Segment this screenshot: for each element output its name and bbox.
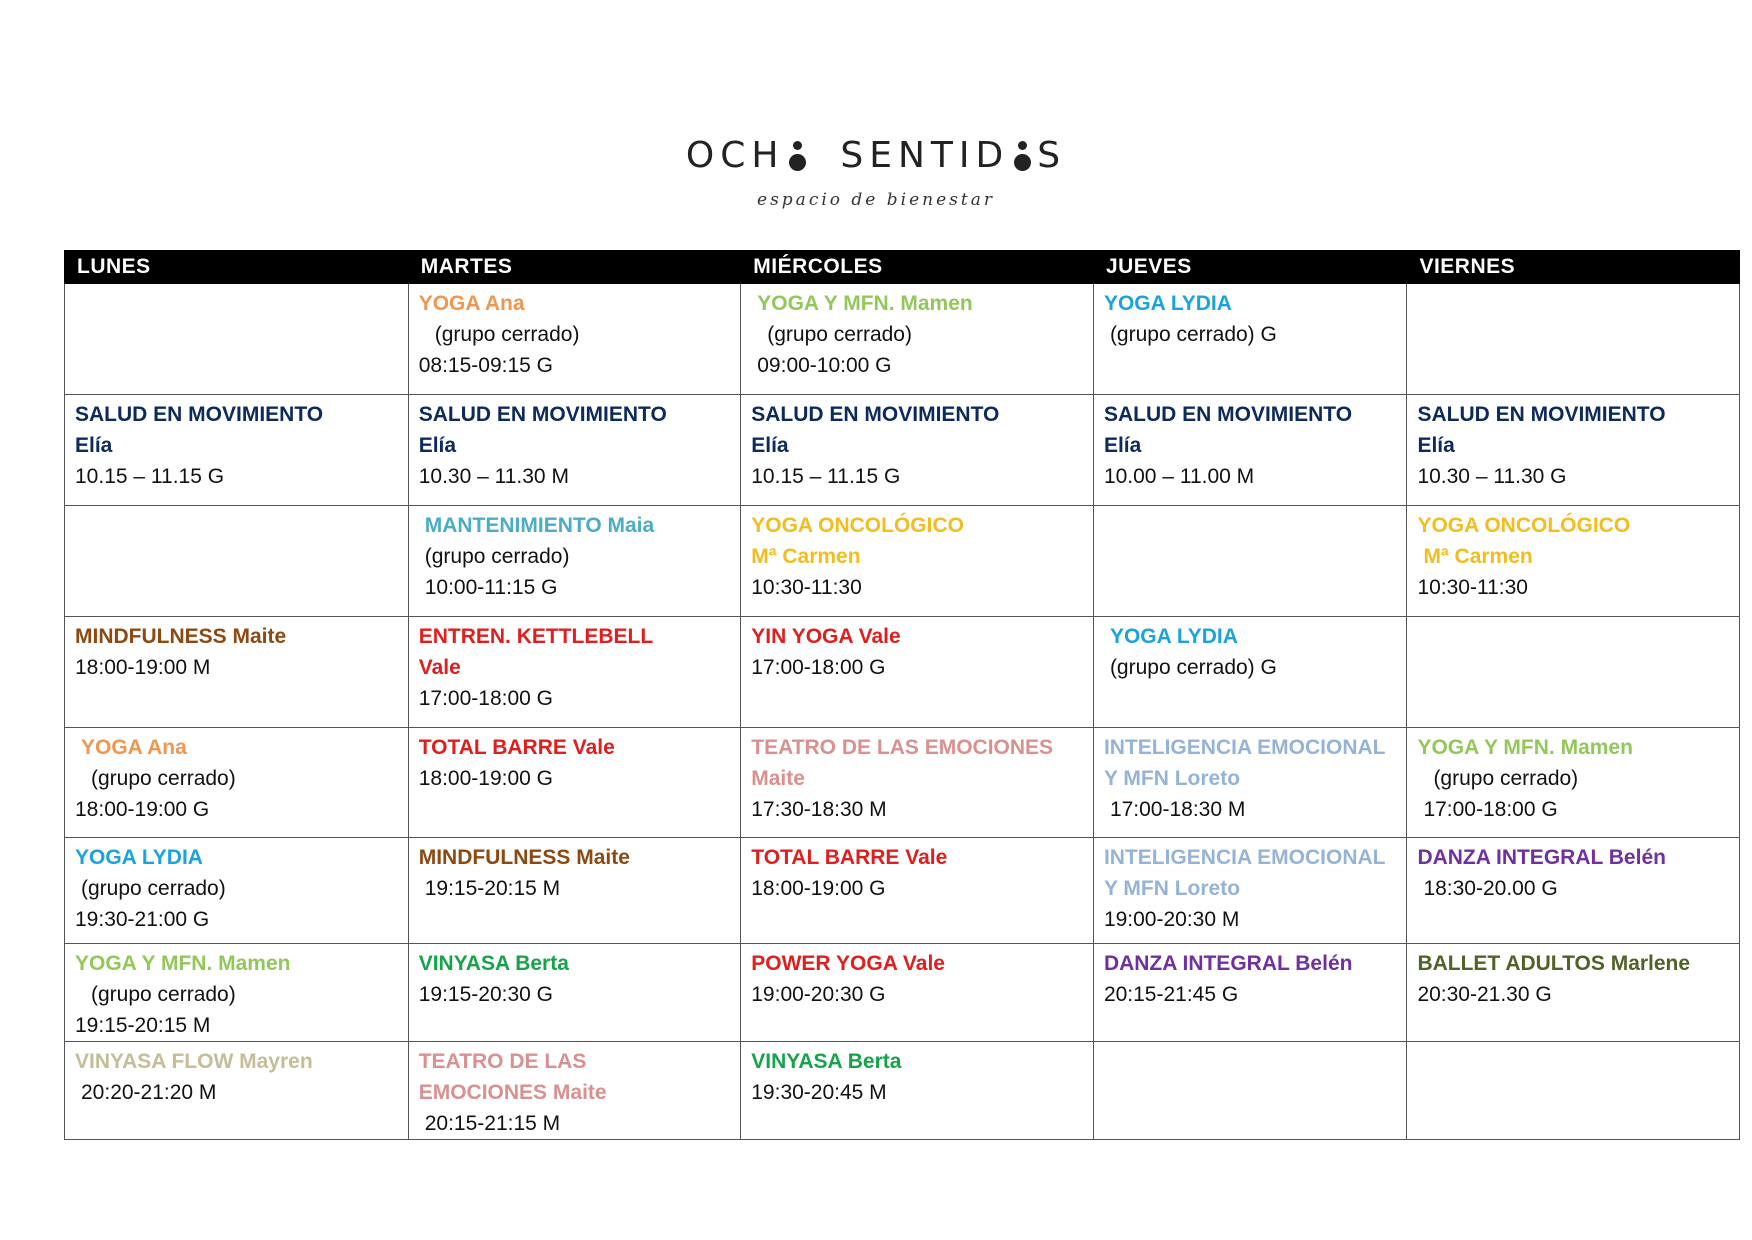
class-title: Y MFN Loreto (1103, 877, 1241, 900)
day-header-viernes: VIERNES (1407, 251, 1740, 284)
class-title: INTELIGENCIA EMOCIONAL (1103, 846, 1386, 869)
class-detail: 10:00-11:15 G (424, 576, 558, 599)
class-detail: 10:30-11:30 (1417, 576, 1528, 599)
class-title: POWER YOGA Vale (751, 952, 945, 975)
class-title: Y MFN Loreto (1103, 767, 1241, 790)
class-detail: 19:15-20:15 M (75, 1014, 211, 1037)
class-detail: 10.15 – 11.15 G (75, 465, 225, 488)
class-title: TOTAL BARRE Vale (418, 736, 615, 759)
class-title: BALLET ADULTOS Marlene (1417, 952, 1691, 975)
class-detail: (grupo cerrado) (91, 983, 236, 1006)
schedule-table (64, 250, 1740, 1140)
class-title: Vale (418, 656, 461, 679)
class-detail: 18:00-19:00 M (75, 656, 211, 679)
schedule-row (65, 395, 1740, 506)
class-detail: (grupo cerrado) (424, 545, 570, 568)
class-detail: 17:30-18:30 M (751, 798, 887, 821)
class-title: Mª Carmen (751, 545, 861, 568)
schedule-cell (741, 1042, 1094, 1140)
class-detail: (grupo cerrado) (1433, 767, 1579, 790)
brand-logo (0, 136, 1752, 210)
day-header-lunes: LUNES (65, 251, 409, 284)
schedule-cell (741, 617, 1094, 728)
schedule-cell (408, 395, 741, 506)
class-title: DANZA INTEGRAL Belén (1417, 846, 1666, 869)
class-title: YOGA Ana (81, 736, 187, 759)
schedule-cell (65, 728, 409, 838)
class-title: TOTAL BARRE Vale (751, 846, 948, 869)
class-title: EMOCIONES Maite (418, 1081, 607, 1104)
class-title: YOGA Ana (418, 292, 525, 315)
class-title: SALUD EN MOVIMIENTO (751, 403, 1000, 426)
class-title: TEATRO DE LAS EMOCIONES (751, 736, 1054, 759)
class-detail: 19:00-20:30 G (751, 983, 886, 1006)
schedule-cell (1093, 1042, 1407, 1140)
class-title: VINYASA Berta (751, 1050, 902, 1073)
class-title: VINYASA FLOW Mayren (75, 1050, 313, 1073)
class-detail: 18:00-19:00 G (75, 798, 210, 821)
class-title: VINYASA Berta (418, 952, 569, 975)
class-title: YIN YOGA Vale (751, 625, 901, 648)
schedule-body (65, 284, 1740, 1140)
class-title: INTELIGENCIA EMOCIONAL (1103, 736, 1386, 759)
class-detail: 19:15-20:30 G (418, 983, 553, 1006)
class-detail: 17:00-18:00 G (751, 656, 886, 679)
class-detail: 10.30 – 11.30 G (1417, 465, 1567, 488)
schedule-cell (1407, 395, 1740, 506)
schedule-cell (1407, 728, 1740, 838)
class-title: MANTENIMIENTO Maia (424, 514, 655, 537)
class-title: YOGA ONCOLÓGICO (751, 514, 964, 537)
schedule-cell (741, 728, 1094, 838)
class-title: TEATRO DE LAS (418, 1050, 587, 1073)
class-detail: 20:15-21:45 G (1103, 983, 1239, 1006)
brand-tagline: espacio de bienestar (757, 190, 995, 210)
schedule-cell (1407, 1042, 1740, 1140)
class-title: YOGA Y MFN. Mamen (1417, 736, 1633, 759)
class-detail: (grupo cerrado) G (1109, 323, 1277, 346)
schedule-header-row (65, 251, 1740, 284)
class-title: SALUD EN MOVIMIENTO (1103, 403, 1353, 426)
class-title: Mª Carmen (1423, 545, 1533, 568)
class-detail: 17:00-18:30 M (1109, 798, 1246, 821)
day-header-jueves: JUEVES (1093, 251, 1407, 284)
schedule-row (65, 728, 1740, 838)
class-title: YOGA ONCOLÓGICO (1417, 514, 1631, 537)
schedule-row (65, 1042, 1740, 1140)
class-title: Elía (418, 434, 457, 457)
class-title: YOGA LYDIA (1103, 292, 1232, 315)
schedule-cell (1407, 506, 1740, 617)
class-title: YOGA Y MFN. Mamen (757, 292, 973, 315)
class-detail: (grupo cerrado) (91, 767, 236, 790)
class-detail: 19:15-20:15 M (424, 877, 561, 900)
class-detail: 19:30-20:45 M (751, 1081, 887, 1104)
schedule-row (65, 838, 1740, 944)
class-detail: 18:00-19:00 G (751, 877, 886, 900)
class-detail: 10:30-11:30 (751, 576, 862, 599)
class-detail: (grupo cerrado) (767, 323, 912, 346)
day-header-martes: MARTES (408, 251, 741, 284)
class-title: SALUD EN MOVIMIENTO (418, 403, 667, 426)
class-detail: 20:20-21:20 M (81, 1081, 217, 1104)
schedule-cell (1407, 284, 1740, 395)
class-title: ENTREN. KETTLEBELL (418, 625, 654, 648)
class-title: YOGA Y MFN. Mamen (75, 952, 291, 975)
schedule-cell (65, 395, 409, 506)
class-detail: 18:30-20.00 G (1423, 877, 1558, 900)
schedule-cell (1093, 838, 1407, 944)
class-detail: 17:00-18:00 G (418, 687, 553, 710)
schedule-cell (741, 284, 1094, 395)
brand-name-part2: SENTID (840, 135, 1010, 176)
schedule-cell (741, 838, 1094, 944)
class-title: YOGA LYDIA (75, 846, 203, 869)
class-detail: (grupo cerrado) G (1109, 656, 1277, 679)
schedule-cell (1093, 284, 1407, 395)
schedule-cell (65, 838, 409, 944)
schedule-cell (408, 728, 741, 838)
schedule-cell (1093, 506, 1407, 617)
schedule-cell (1093, 944, 1407, 1042)
day-header-miercoles: MIÉRCOLES (741, 251, 1094, 284)
schedule-cell (408, 617, 741, 728)
schedule-cell (65, 944, 409, 1042)
schedule-cell (1407, 617, 1740, 728)
schedule-row (65, 506, 1740, 617)
schedule-cell (408, 1042, 741, 1140)
class-detail: 08:15-09:15 G (418, 354, 553, 377)
class-title: DANZA INTEGRAL Belén (1103, 952, 1353, 975)
class-title: Elía (751, 434, 789, 457)
schedule-cell (1407, 944, 1740, 1042)
class-title: MINDFULNESS Maite (75, 625, 287, 648)
class-detail: 19:30-21:00 G (75, 908, 210, 931)
schedule-cell (741, 395, 1094, 506)
class-detail: 10.30 – 11.30 M (418, 465, 569, 488)
class-title: SALUD EN MOVIMIENTO (75, 403, 324, 426)
class-title: Elía (1103, 434, 1142, 457)
class-title: YOGA LYDIA (1109, 625, 1238, 648)
class-title: MINDFULNESS Maite (418, 846, 630, 869)
class-detail: 10.00 – 11.00 M (1103, 465, 1255, 488)
schedule-cell (741, 944, 1094, 1042)
schedule-cell (65, 506, 409, 617)
class-title: Elía (1417, 434, 1455, 457)
class-title: Maite (751, 767, 805, 790)
class-detail: 17:00-18:00 G (1423, 798, 1558, 821)
schedule-cell (65, 617, 409, 728)
schedule-cell (1093, 728, 1407, 838)
schedule-row (65, 617, 1740, 728)
class-detail: 19:00-20:30 M (1103, 908, 1240, 931)
brand-name-part1: OCH (685, 135, 785, 176)
logo-dots-icon (1011, 139, 1033, 173)
class-detail: 09:00-10:00 G (757, 354, 892, 377)
schedule-cell (1407, 838, 1740, 944)
class-detail: 20:15-21:15 M (424, 1112, 561, 1135)
schedule-cell (408, 944, 741, 1042)
schedule-cell (408, 284, 741, 395)
logo-dots-icon (786, 139, 808, 173)
class-detail: (grupo cerrado) (434, 323, 580, 346)
schedule-row (65, 284, 1740, 395)
schedule-cell (408, 838, 741, 944)
class-detail: 20:30-21.30 G (1417, 983, 1552, 1006)
class-title: SALUD EN MOVIMIENTO (1417, 403, 1666, 426)
schedule-cell (65, 1042, 409, 1140)
schedule-cell (741, 506, 1094, 617)
schedule-row (65, 944, 1740, 1042)
class-detail: 18:00-19:00 G (418, 767, 553, 790)
schedule-cell (1093, 617, 1407, 728)
schedule-cell (408, 506, 741, 617)
class-detail: (grupo cerrado) (81, 877, 226, 900)
brand-name (686, 136, 1066, 176)
schedule-cell (65, 284, 409, 395)
class-title: Elía (75, 434, 113, 457)
schedule-cell (1093, 395, 1407, 506)
brand-name-part3: S (1037, 135, 1067, 176)
class-detail: 10.15 – 11.15 G (751, 465, 901, 488)
